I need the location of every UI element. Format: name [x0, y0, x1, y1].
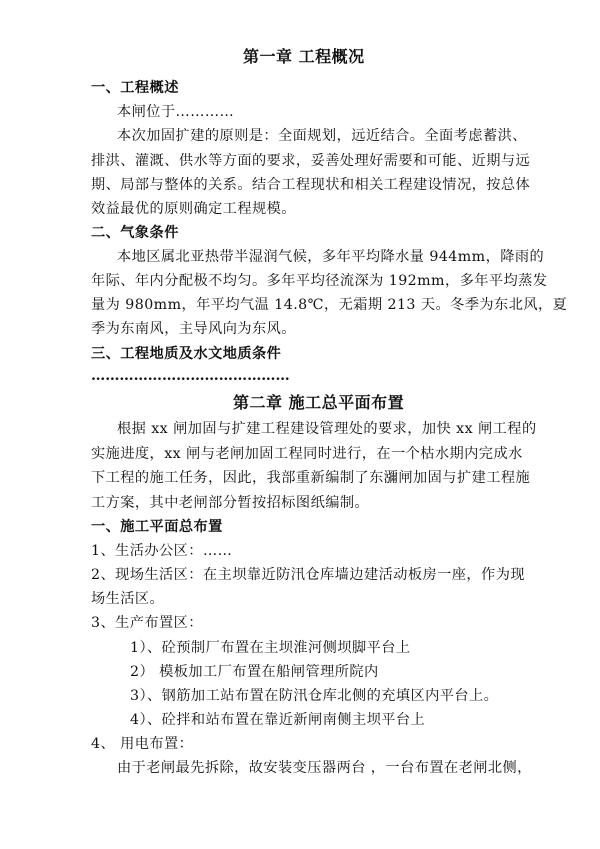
paragraph-line: 本次加固扩建的原则是：全面规划，远近结合。全面考虑蓄洪、 — [117, 128, 527, 144]
list-item: 4、 用电布置： — [91, 736, 194, 752]
section-heading-climate: 二、气象条件 — [91, 225, 179, 241]
list-item: 场生活区。 — [91, 591, 165, 607]
paragraph-line: 工方案，其中老闸部分暂按招标图纸编制。 — [91, 495, 370, 511]
section-heading-overview: 一、工程概述 — [91, 80, 179, 96]
paragraph-line: 由于老闸最先拆除，故安装变压器两台 ，一台布置在老闸北侧， — [117, 760, 532, 776]
ellipsis-line: …………………………………… — [91, 368, 290, 384]
list-item: 1）、砼预制厂布置在主坝淮河侧坝脚平台上 — [130, 640, 411, 656]
list-item: 2） 模板加工厂布置在船闸管理所院内 — [130, 664, 379, 680]
paragraph-line: 实施进度，xx 闸与老闸加固工程同时进行，在一个枯水期内完成水 — [91, 446, 523, 462]
paragraph-line: 效益最优的原则确定工程规模。 — [91, 201, 296, 217]
paragraph-line: 本闸位于………… — [117, 104, 235, 120]
paragraph-line: 根据 xx 闸加固与扩建工程建设管理处的要求，加快 xx 闸工程的 — [117, 421, 537, 437]
paragraph-line: 量为 980mm，年平均气温 14.8℃，无霜期 213 天。冬季为东北风，夏 — [91, 297, 568, 313]
chapter2-title: 第二章 施工总平面布置 — [233, 393, 405, 412]
list-item: 1、生活办公区：…… — [91, 543, 233, 559]
list-item: 2、现场生活区：在主坝靠近防汛仓库墙边建活动板房一座，作为现 — [91, 567, 525, 583]
chapter1-title: 第一章 工程概况 — [243, 47, 365, 66]
list-item: 3）、钢筋加工站布置在防汛仓库北侧的充填区内平台上。 — [130, 688, 499, 704]
paragraph-line: 年际、年内分配极不均匀。多年平均径流深为 192mm，多年平均蒸发 — [91, 273, 548, 289]
list-item: 4）、砼拌和站布置在靠近新闸南侧主坝平台上 — [130, 712, 426, 728]
section-heading-layout: 一、施工平面总布置 — [91, 519, 223, 535]
paragraph-line: 排洪、灌溉、供水等方面的要求，妥善处理好需要和可能、近期与远 — [91, 153, 531, 169]
paragraph-line: 期、局部与整体的关系。结合工程现状和相关工程建设情况，按总体 — [91, 177, 531, 193]
paragraph-line: 本地区属北亚热带半湿润气候，多年平均降水量 944mm，降雨的 — [117, 249, 545, 265]
paragraph-line: 下工程的施工任务，因此，我部重新编制了东瀰闸加固与扩建工程施 — [91, 470, 531, 486]
paragraph-line: 季为东南风，主导风向为东风。 — [91, 321, 296, 337]
list-item: 3、生产布置区： — [91, 615, 203, 631]
section-heading-geology: 三、工程地质及水文地质条件 — [91, 346, 282, 362]
